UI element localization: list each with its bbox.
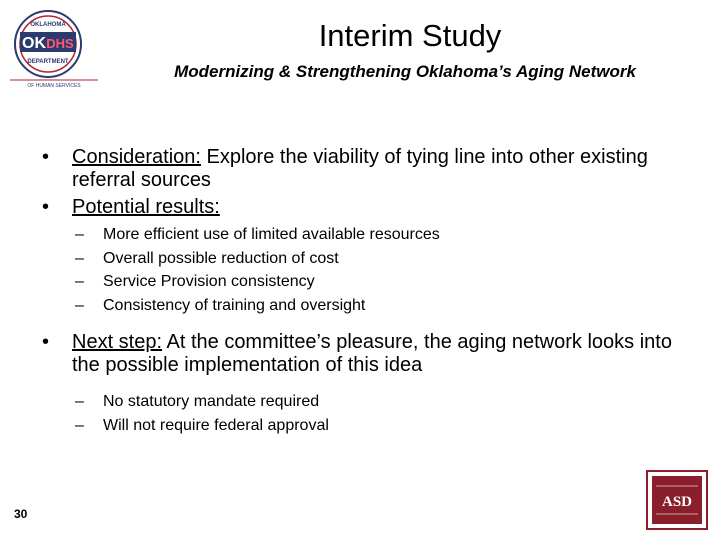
bullet-symbol: • bbox=[42, 146, 50, 168]
result-item bbox=[30, 294, 690, 318]
dash-symbol: – bbox=[75, 273, 84, 290]
bullet-text: At the committee’s pleasure, the aging network looks into the possible implementation of this idea bbox=[72, 331, 672, 376]
next-step-text: No statutory mandate required bbox=[103, 393, 320, 410]
bullet-next-step bbox=[30, 331, 690, 377]
logo-text-ok: OK bbox=[22, 35, 46, 52]
bullet-symbol: • bbox=[42, 331, 50, 353]
bullet-symbol: • bbox=[42, 196, 50, 218]
asd-logo bbox=[646, 470, 708, 530]
slide-title: Interim Study bbox=[318, 18, 502, 53]
dash-symbol: – bbox=[75, 249, 84, 267]
dash-symbol: – bbox=[75, 416, 84, 434]
slide-subtitle: Modernizing & Strengthening Oklahoma’s Aging Network bbox=[174, 62, 636, 81]
next-step-item bbox=[30, 414, 690, 438]
bullet-consideration bbox=[30, 146, 690, 192]
next-step-text: Will not require federal approval bbox=[103, 416, 329, 434]
dash-symbol: – bbox=[75, 296, 84, 314]
logo-text-bottom: OF HUMAN SERVICES bbox=[27, 83, 81, 89]
bullet-label: Next step: bbox=[72, 331, 163, 353]
next-step-item bbox=[30, 390, 690, 414]
dash-symbol: – bbox=[75, 393, 84, 410]
logo-text-sub: DEPARTMENT bbox=[27, 59, 69, 65]
logo-text-dhs: DHS bbox=[46, 36, 74, 51]
asd-logo-text: ASD bbox=[661, 494, 693, 510]
bullet-label: Consideration: bbox=[72, 146, 201, 168]
okdhs-logo bbox=[8, 8, 100, 90]
result-text: Overall possible reduction of cost bbox=[103, 249, 339, 267]
result-item bbox=[30, 270, 690, 294]
result-item bbox=[30, 247, 690, 271]
bullet-label: Potential results: bbox=[72, 196, 220, 218]
logo-text-top: OKLAHOMA bbox=[30, 22, 66, 28]
bullet-text: Explore the viability of tying line into other existing referral sources bbox=[72, 146, 648, 191]
dash-symbol: – bbox=[75, 226, 84, 243]
result-text: More efficient use of limited available resources bbox=[103, 226, 440, 243]
bullet-potential-results bbox=[30, 196, 690, 219]
page-number: 30 bbox=[14, 507, 28, 521]
result-text: Consistency of training and oversight bbox=[103, 296, 366, 314]
result-text: Service Provision consistency bbox=[103, 273, 315, 290]
slide-content bbox=[30, 146, 690, 437]
result-item bbox=[30, 223, 690, 247]
